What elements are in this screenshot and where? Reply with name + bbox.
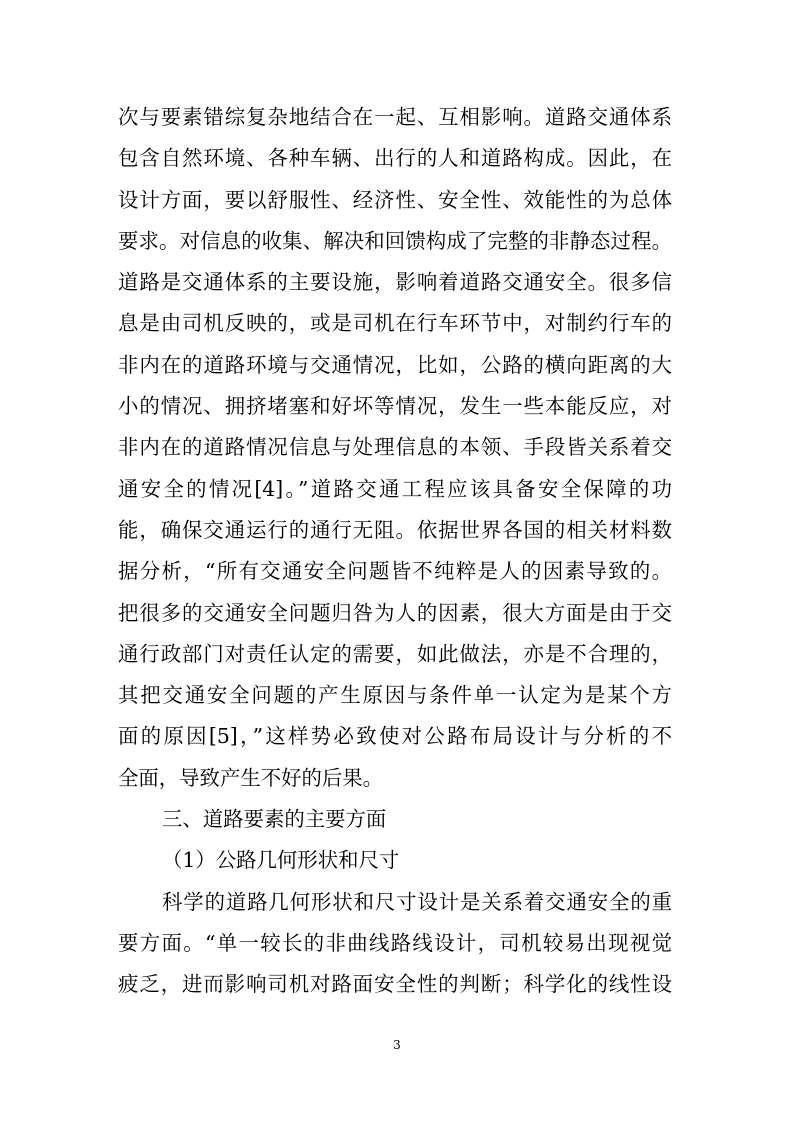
text-line: 全面，导致产生不好的后果。 [118, 765, 384, 790]
document-body [118, 97, 672, 1006]
text-line: 面的原因[5]，”这样势必致使对公路布局设计与分析的不 [118, 724, 672, 749]
section-heading: 三、道路要素的主要方面 [162, 807, 387, 832]
text-line: 要方面。“单一较长的非曲线路线设计，司机较易出现视觉 [118, 930, 672, 955]
text-line: 能，确保交通运行的通行无阻。依据世界各国的相关材料数 [118, 517, 672, 542]
text-line: 次与要素错综复杂地结合在一起、互相影响。道路交通体系 [118, 105, 672, 129]
text-line: 把很多的交通安全问题归咎为人的因素，很大方面是由于交 [118, 600, 672, 625]
text-line: 息是由司机反映的，或是司机在行车环节中，对制约行车的 [118, 311, 672, 336]
body-paragraph-1 [118, 97, 672, 799]
text-line: 设计方面，要以舒服性、经济性、安全性、效能性的为总体 [118, 187, 672, 212]
text-line: 据分析，“所有交通安全问题皆不纯粹是人的因素导致的。 [118, 559, 672, 584]
text-line: 非内在的道路情况信息与处理信息的本领、手段皆关系着交 [118, 435, 672, 460]
text-line: 其把交通安全问题的产生原因与条件单一认定为是某个方 [118, 683, 672, 708]
text-line: 疲乏，进而影响司机对路面安全性的判断；科学化的线性设 [118, 972, 672, 997]
text-line: 通行政部门对责任认定的需要，如此做法，亦是不合理的， [118, 641, 672, 666]
text-line: 科学的道路几何形状和尺寸设计是关系着交通安全的重 [162, 889, 672, 914]
subsection-heading: （1）公路几何形状和尺寸 [162, 848, 400, 873]
text-line: 非内在的道路环境与交通情况，比如，公路的横向距离的大 [118, 352, 672, 377]
page-number: 3 [393, 1038, 401, 1052]
text-line: 通安全的情况[4]。”道路交通工程应该具备安全保障的功 [118, 476, 672, 501]
text-line: 小的情况、拥挤堵塞和好坏等情况，发生一些本能反应，对 [118, 394, 672, 419]
text-line: 包含自然环境、各种车辆、出行的人和道路构成。因此，在 [118, 146, 672, 171]
text-line: 要求。对信息的收集、解决和回馈构成了完整的非静态过程。 [118, 228, 672, 253]
text-line: 道路是交通体系的主要设施，影响着道路交通安全。很多信 [118, 270, 672, 295]
body-paragraph-2 [118, 882, 672, 1006]
